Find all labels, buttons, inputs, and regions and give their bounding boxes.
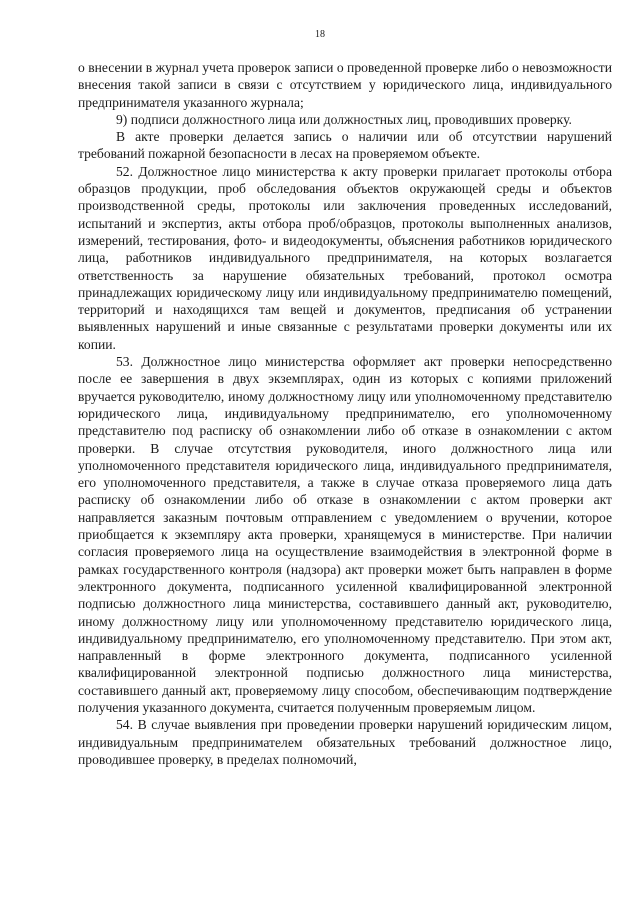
page-number: 18 [315,29,325,40]
paragraph-53: 53. Должностное лицо министерства оформляет акт проверки непосредственно после ее завершения в двух экземплярах, один из которых с копиями приложений вручается руководителю, иному должностному лицу или уполномоченному представителю юридического лица, индивидуальному предпринимателю, его уполномоченному представителю под расписку об ознакомлении либо об отказе в ознакомлении с актом проверки. В случае отсутствия руководителя, иного должностного лица или уполномоченного представителя юридического лица, индивидуального предпринимателя, его уполномоченного представителя, а также в случае отказа проверяемого лица дать расписку об ознакомлении либо об отказе в ознакомлении с актом проверки акт направляется заказным почтовым отправлением с уведомлением о вручении, которое приобщается к экземпляру акта проверки, хранящемуся в министерстве. При наличии согласия проверяемого лица на осуществление взаимодействия в электронной форме в рамках государственного контроля (надзора) акт проверки может быть направлен в форме электронного документа, подписанного усиленной квалифицированной электронной подписью должностного лица министерства, составившего данный акт, руководителю, иному должностному лицу или уполномоченному представителю юридического лица, индивидуальному предпринимателю, его уполномоченному представителю. При этом акт, направленный в форме электронного документа, подписанного усиленной квалифицированной электронной подписью должностного лица министерства, составившего данный акт, проверяемому лицу способом, обеспечивающим подтверждение получения указанного документа, считается полученным проверяемым лицом. [78,354,612,715]
paragraph-continuation: о внесении в журнал учета проверок записи о проведенной проверке либо о невозможности внесения такой записи в связи с отсутствием у юридического лица, индивидуального предпринимателя указанного журнала; [78,60,612,110]
paragraph-act-note: В акте проверки делается запись о наличии или об отсутствии нарушений требований пожарной безопасности в лесах на проверяемом объекте. [78,129,612,162]
paragraph-54: 54. В случае выявления при проведении проверки нарушений юридическим лицом, индивидуальным предпринимателем обязательных требований должностное лицо, проводившее проверку, в пределах полномочий, [78,717,612,767]
paragraph-item-9: 9) подписи должностного лица или должностных лиц, проводивших проверку. [116,111,572,127]
paragraph-52: 52. Должностное лицо министерства к акту проверки прилагает протоколы отбора образцов продукции, проб обследования объектов окружающей среды и объектов производственной среды, протоколы или заключения проведенных исследований, испытаний и экспертиз, акты отбора проб/образцов, протоколы выполненных анализов, измерений, тестирования, фото- и видеодокументы, объяснения работников юридического лица, работников индивидуального предпринимателя, на которых возлагается ответственность за нарушение обязательных требований, протокол осмотра принадлежащих юридическому лицу или индивидуальному предпринимателю помещений, территорий и находящихся там вещей и документов, предписания об устранении выявленных нарушений и иные связанные с результатами проверки документы или их копии. [78,163,612,352]
document-body [78,59,612,768]
